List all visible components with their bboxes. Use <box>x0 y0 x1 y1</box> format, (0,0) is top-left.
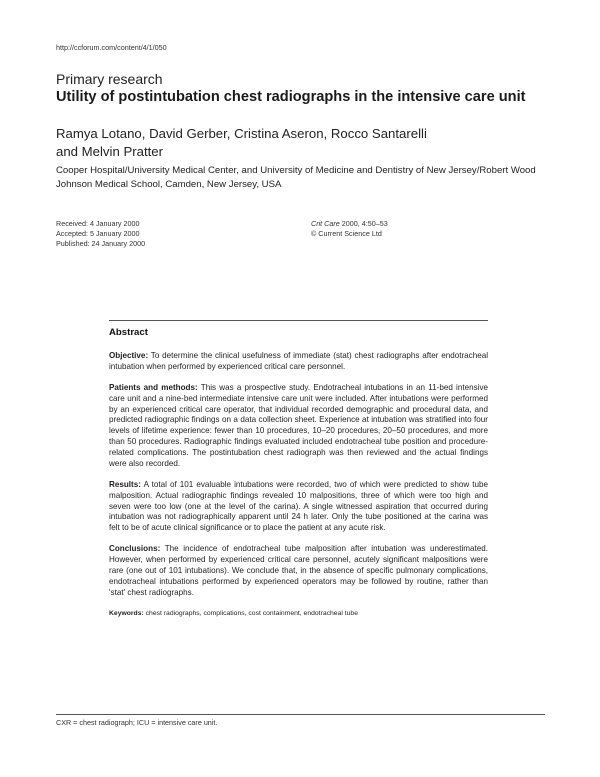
section-label: Primary research <box>56 71 163 87</box>
objective-text: To determine the clinical usefulness of immediate (stat) chest radiographs after endotracheal intubation when performed by experienced critical care personnel. <box>109 351 488 371</box>
abstract-top-rule <box>109 320 488 321</box>
methods-label: Patients and methods: <box>109 383 198 393</box>
abstract-objective <box>109 351 488 373</box>
accepted-date: Accepted: 5 January 2000 <box>56 229 140 238</box>
conclusions-text: The incidence of endotracheal tube malposition after intubation was underestimated. However, when performed by experienced critical care personnel, acutely significant malpositions were rare (one out of 101 intubations). We conclude that, in the absence of specific pulmonary complications, endotracheal intubations performed by experienced operators may be followed by routine, rather than 'stat' chest radiographs. <box>109 544 488 597</box>
abstract-conclusions <box>109 544 488 598</box>
keywords-label: Keywords: <box>109 609 144 617</box>
citation-details: 2000, 4:50–53 <box>339 219 388 228</box>
authors-line-2: and Melvin Pratter <box>56 144 164 159</box>
methods-text: This was a prospective study. Endotracheal intubations in an 11-bed intensive care unit and a nine-bed intermediate intensive care unit were included. After intubations were performed by an experienced critical care operator, that individual recorded demographic and procedural data, and predicted radiographic findings on a data collection sheet. Experience at intubation was stratified into four levels of lifetime experience: fewer than 10 procedures, 10–20 procedures, 20–50 procedures, and more than 50 procedures. Radiographic findings evaluated included endotracheal tube position and procedure-related complications. The postintubation chest radiograph was then reviewed and the actual findings were also recorded. <box>109 383 488 468</box>
abstract-methods <box>109 383 488 469</box>
publication-dates <box>56 219 145 249</box>
results-text: A total of 101 evaluable intubations were recorded, two of which were predicted to show tube malposition. Actual radiographic findings revealed 10 malpositions, three of which were too high and seven were too low (one at the level of the carina). A single witnessed aspiration that occurred during intubation was not radiographically apparent until 24 h later. Only the tube positioned at the carina was felt to be of acute clinical significance or to place the patient at any acute risk. <box>109 479 488 533</box>
conclusions-label: Conclusions: <box>109 544 161 554</box>
received-date: Received: 4 January 2000 <box>56 219 140 228</box>
citation-line <box>311 219 388 229</box>
article-url: http://ccforum.com/content/4/1/050 <box>56 43 167 52</box>
journal-name: Crit Care <box>311 219 340 228</box>
footnote-rule <box>56 714 545 715</box>
keywords-text: chest radiographs, complications, cost containment, endotracheal tube <box>143 609 358 617</box>
citation-info <box>311 219 388 239</box>
author-list <box>56 125 536 161</box>
affiliation: Cooper Hospital/University Medical Center, and University of Medicine and Dentistry of New Jersey/Robert Wood Johnson Medical School, Camden, New Jersey, USA <box>56 165 536 190</box>
keywords <box>109 609 488 619</box>
abstract-results <box>109 480 488 534</box>
abbreviations-footnote: CXR = chest radiograph; ICU = intensive care unit. <box>56 718 218 727</box>
authors-line-1: Ramya Lotano, David Gerber, Cristina Aseron, Rocco Santarelli <box>56 126 427 141</box>
objective-label: Objective: <box>109 351 149 360</box>
published-date: Published: 24 January 2000 <box>56 239 146 248</box>
results-label: Results: <box>109 479 141 489</box>
article-title: Utility of postintubation chest radiographs in the intensive care unit <box>56 89 526 105</box>
abstract-section <box>109 327 488 619</box>
copyright-notice: © Current Science Ltd <box>311 229 382 238</box>
abstract-heading: Abstract <box>109 327 148 338</box>
